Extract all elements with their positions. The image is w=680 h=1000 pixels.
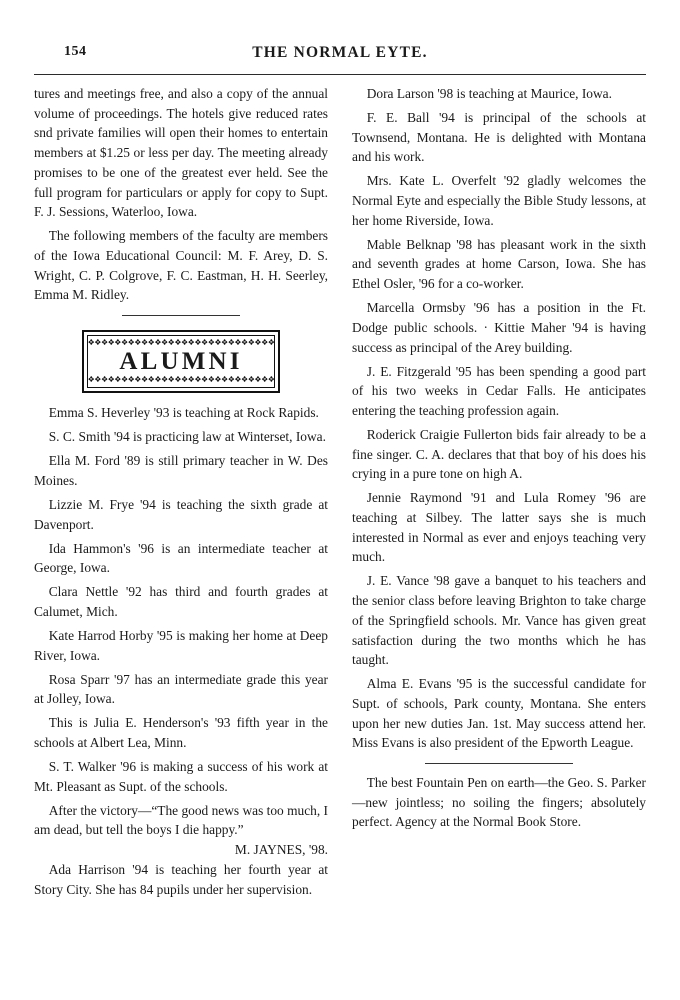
page-header [36, 44, 644, 66]
alumni-note: Clara Nettle '92 has third and fourth grades at Calumet, Mich. [34, 584, 328, 619]
ornament-bottom: ❖❖❖❖❖❖❖❖❖❖❖❖❖❖❖❖❖❖❖❖❖❖❖❖❖❖❖❖ [87, 376, 275, 385]
alumni-note: Dora Larson '98 is teaching at Maurice, Iowa. [366, 86, 612, 101]
alumni-note-victory [34, 801, 329, 858]
alumni-note: This is Julia E. Henderson's '93 fifth year in the schools at Albert Lea, Minn. [34, 715, 328, 751]
alumni-note: Alma E. Evans '95 is the successful candidate for Supt. of schools, Park county, Montana. She enters upon her new duties Jan. 1st. May success attend her. Miss Evans is also president of the Epworth League. [352, 676, 646, 751]
left-column [34, 84, 328, 984]
alumni-note: Ida Hammon's '96 is an intermediate teacher at George, Iowa. [34, 540, 328, 576]
running-title: THE NORMAL EYTE. [252, 44, 428, 61]
paragraph: The following members of the faculty are members of the Iowa Educational Council: M. F. Arey, D. S. Wright, C. P. Colgrove, F. C. Eastman, H. H. Seerley, Emma M. Ridley. [34, 228, 328, 303]
alumni-heading: ALUMNI [119, 348, 243, 376]
alumni-note: F. E. Ball '94 is principal of the schools at Townsend, Montana. He is delighted with Montana and his work. [352, 109, 646, 165]
header-rule [34, 74, 646, 75]
advertisement-divider [425, 763, 573, 764]
paragraph: tures and meetings free, and also a copy of the annual volume of proceedings. The hotels give reduced rates snd private families will open their homes to entertain members at $1.25 or less per day. The meeting already promises to be one of the greatest ever held. See the full program for particulars or apply for copy to Supt. F. J. Sessions, Waterloo, Iowa. [34, 86, 328, 220]
alumni-note: Rosa Sparr '97 has an intermediate grade this year at Jolley, Iowa. [34, 671, 328, 707]
alumni-heading-box [82, 330, 280, 393]
section-divider [122, 315, 240, 316]
alumni-note: Ada Harrison '94 is teaching her fourth year at Story City. She has 84 pupils under her supervision. [34, 861, 328, 897]
alumni-note: S. T. Walker '96 is making a success of his work at Mt. Pleasant as Supt. of the schools. [34, 759, 328, 794]
alumni-note: Emma S. Heverley '93 is teaching at Rock Rapids. [48, 405, 319, 421]
advertisement: The best Fountain Pen on earth—the Geo. S. Parker—new jointless; no soiling the fingers; absolutely perfect. Agency at the Normal Book Store. [352, 775, 646, 830]
alumni-note: Ella M. Ford '89 is still primary teacher in W. Des Moines. [34, 453, 328, 488]
alumni-note: Roderick Craigie Fullerton bids fair already to be a fine singer. C. A. declares that that boy of his does his crying in a pure tone on high A. [352, 426, 646, 482]
alumni-note: Lizzie M. Frye '94 is teaching the sixth grade at Davenport. [34, 496, 328, 532]
alumni-note: J. E. Fitzgerald '95 has been spending a good part of his two weeks in Cedar Falls. He anticipates entering the teaching profession again. [352, 363, 646, 418]
alumni-heading-block [34, 330, 328, 393]
alumni-note: Marcella Ormsby '96 has a position in the Ft. Dodge public schools. · Kittie Maher '94 is having success as principal of the Arey building. [352, 300, 646, 355]
right-column [352, 84, 646, 984]
alumni-note: Mable Belknap '98 has pleasant work in the sixth and seventh grades at home Carson, Iowa. She has Ethel Osler, '96 for a co-worker. [352, 236, 646, 292]
alumni-note: Kate Harrod Horby '95 is making her home at Deep River, Iowa. [34, 627, 328, 663]
victory-text: After the victory—“The good news was too much, I am dead, but tell the boys I die happy.” [34, 802, 329, 838]
alumni-note: Jennie Raymond '91 and Lula Romey '96 are teaching at Silbey. The latter says she is much interested in Normal as ever and enjoys teaching very much. [352, 490, 646, 565]
text-columns [34, 84, 646, 984]
alumni-note: Mrs. Kate L. Overfelt '92 gladly welcomes the Normal Eyte and especially the Bible Study lessons, at her home Riverside, Iowa. [352, 173, 646, 228]
alumni-note: S. C. Smith '94 is practicing law at Winterset, Iowa. [48, 429, 326, 445]
alumni-note: J. E. Vance '98 gave a banquet to his teachers and the senior class before leaving Brighton to take charge of the Springfield schools. Mr. Vance has given great satisfaction during the two months which he has taught. [352, 573, 646, 668]
victory-signature: M. JAYNES, '98. [234, 842, 328, 858]
ornament-top: ❖❖❖❖❖❖❖❖❖❖❖❖❖❖❖❖❖❖❖❖❖❖❖❖❖❖❖❖ [87, 339, 275, 348]
page-number: 154 [64, 44, 87, 59]
